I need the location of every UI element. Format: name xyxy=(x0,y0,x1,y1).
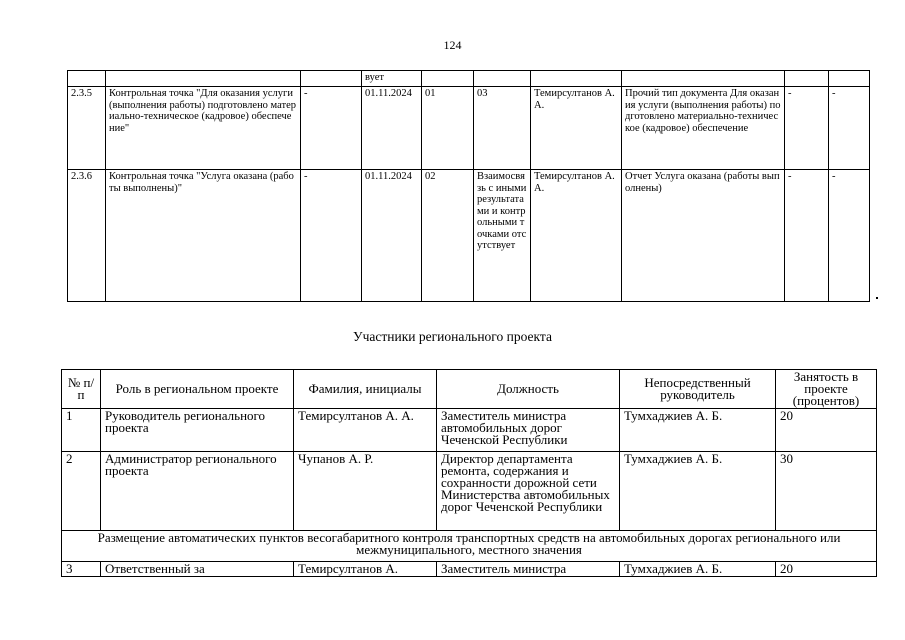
cell: - xyxy=(829,87,870,170)
table-row xyxy=(62,409,877,452)
table-row xyxy=(68,170,870,302)
table-row xyxy=(68,87,870,170)
row-number: 3 xyxy=(62,562,101,577)
position: Директор департамента ремонта, содержания и сохранности дорожной сети Министерства автомобильных дорог Чеченской Республики xyxy=(437,452,620,531)
row-number: 1 xyxy=(62,409,101,452)
cell: 01 xyxy=(422,87,474,170)
table-header xyxy=(62,370,877,409)
document: Отчет Услуга оказана (работы выполнены) xyxy=(622,170,785,302)
person-name: Чупанов А. Р. xyxy=(294,452,437,531)
table-row xyxy=(68,71,870,87)
position: Заместитель министра автомобильных дорог Чеченской Республики xyxy=(437,409,620,452)
person-name: Темирсултанов А. xyxy=(294,562,437,577)
role: Руководитель регионального проекта xyxy=(101,409,294,452)
row-number: 2 xyxy=(62,452,101,531)
cell xyxy=(301,71,362,87)
participants-table xyxy=(61,369,877,577)
row-number xyxy=(68,71,106,87)
cell xyxy=(829,71,870,87)
cell xyxy=(474,71,531,87)
role: Ответственный за xyxy=(101,562,294,577)
page-number: 124 xyxy=(443,38,462,52)
row-number: 2.3.6 xyxy=(68,170,106,302)
result-name: Контрольная точка "Для оказания услуги (выполнения работы) подготовлено материально-техническое (кадровое) обеспечение" xyxy=(106,87,301,170)
header-num: № п/п xyxy=(62,370,101,409)
supervisor: Тумхаджиев А. Б. xyxy=(620,409,776,452)
header-load: Занятость в проекте (процентов) xyxy=(776,370,877,409)
cell: вует xyxy=(362,71,422,87)
responsible: Темирсултанов А.А. xyxy=(531,170,622,302)
responsible: Темирсултанов А.А. xyxy=(531,87,622,170)
cell: - xyxy=(829,170,870,302)
cell xyxy=(422,71,474,87)
table-row xyxy=(62,562,877,577)
header-position: Должность xyxy=(437,370,620,409)
section-title: Участники регионального проекта xyxy=(353,329,552,344)
header-supervisor: Непосредственный руководитель xyxy=(620,370,776,409)
role: Администратор регионального проекта xyxy=(101,452,294,531)
cell: - xyxy=(785,170,829,302)
position: Заместитель министра xyxy=(437,562,620,577)
row-number: 2.3.5 xyxy=(68,87,106,170)
date: 01.11.2024 xyxy=(362,87,422,170)
date: 01.11.2024 xyxy=(362,170,422,302)
cell: 02 xyxy=(422,170,474,302)
control-points-table xyxy=(67,70,870,302)
table-row xyxy=(62,452,877,531)
header-name: Фамилия, инициалы xyxy=(294,370,437,409)
responsible xyxy=(531,71,622,87)
header-role: Роль в региональном проекте xyxy=(101,370,294,409)
cell: Взаимосвязь с иными результатами и контрольными точками отсутствует xyxy=(474,170,531,302)
result-name: Контрольная точка "Услуга оказана (работы выполнены)" xyxy=(106,170,301,302)
stray-dot xyxy=(876,297,878,299)
supervisor: Тумхаджиев А. Б. xyxy=(620,452,776,531)
result-name xyxy=(106,71,301,87)
cell: - xyxy=(785,87,829,170)
cell: - xyxy=(301,170,362,302)
document: Прочий тип документа Для оказания услуги (выполнения работы) подготовлено материально-техническое (кадровое) обеспечение xyxy=(622,87,785,170)
document xyxy=(622,71,785,87)
supervisor: Тумхаджиев А. Б. xyxy=(620,562,776,577)
person-name: Темирсултанов А. А. xyxy=(294,409,437,452)
cell: 03 xyxy=(474,87,531,170)
subsection-row: Размещение автоматических пунктов весогабаритного контроля транспортных средств на автомобильных дорогах регионального или межмуниципального, местного значения xyxy=(62,531,877,562)
load: 20 xyxy=(776,562,877,577)
cell xyxy=(785,71,829,87)
table-row xyxy=(62,531,877,562)
cell: - xyxy=(301,87,362,170)
load: 30 xyxy=(776,452,877,531)
load: 20 xyxy=(776,409,877,452)
